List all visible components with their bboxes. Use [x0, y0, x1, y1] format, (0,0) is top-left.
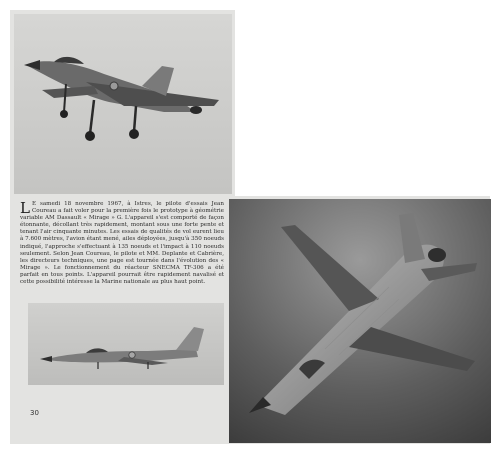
photo-aircraft-side-view [28, 303, 224, 385]
page-number: 30 [30, 409, 39, 417]
article-body: E samedi 18 novembre 1967, à Istres, le pilote d'essais Jean Coureau a fait voler pour la première fois le prototype à géométrie variable AM Dassault « Mirage » G. L'appareil s'est comporté de façon étonnante, décollant très rapidement, montant sous une forte pente et tenant l'air cinquante minutes. Les essais de qualités de vol eurent lieu à 7.600 mètres, l'avion étant mené, ailes déployées, jusqu'à 350 noeuds indiqué, l'approche s'effectuant à 135 noeuds et l'impact à 110 noeuds seulement. Selon Jean Coureau, le pilote et MM. Deplante et Cabrière, les directeurs techniques, une page est tournée dans l'évolution des « Mirage ». Le fonctionnement du réacteur SNECMA TF-306 a été parfait en tous points. L'appareil pourrait être rapidement navalisé et cette possibilité intéresse la Marine nationale au plus haut point. [20, 201, 224, 286]
photo-aircraft-swept-wings [229, 199, 491, 443]
photo-aircraft-landing [14, 14, 232, 194]
aircraft-side-photo-image [28, 303, 224, 385]
aircraft-landing-photo-image [14, 14, 232, 194]
article-dropcap: L [20, 199, 30, 217]
aircraft-swept-wings-photo-image [229, 199, 491, 443]
article-text [20, 201, 224, 286]
